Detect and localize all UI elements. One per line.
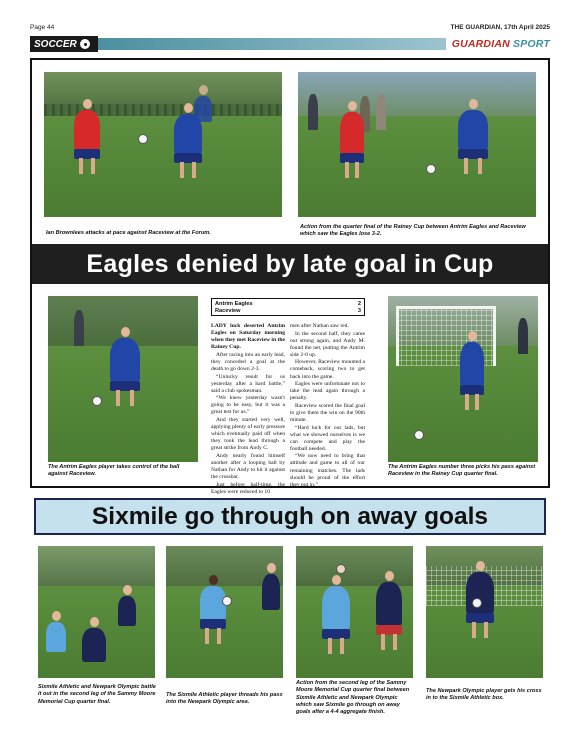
guardian-sport-logo (452, 38, 550, 50)
article-paragraph: “We now need to bring that attitude and game to all of our remaining matches. The lads should be proud of the effort they put in.” (290, 453, 365, 488)
article-paragraph: Just before half-time, the Eagles were reduced to 10 (211, 481, 285, 495)
caption-story2-1: Sixmile Athletic and Newpark Olympic battle it out in the second leg of the Sammy Moore Memorial Cup quarter final. (38, 684, 156, 705)
score-goals: 3 (357, 308, 361, 315)
article-paragraph: “Unlucky result for us yesterday after a hard battle,” said a club spokesman. (211, 373, 285, 394)
banner-stripe (98, 38, 446, 50)
article-paragraph: “Hard luck for our lads, but what we showed ourselves is we can compete and play the football needed. (290, 424, 365, 452)
caption-story2-4: The Newpark Olympic player gets his cross in to the Sixmile Athletic box. (426, 688, 542, 702)
article-paragraph: However, Raceview mounted a comeback, scoring two to get back into the game. (290, 359, 365, 380)
section-label: SOCCER (34, 38, 77, 50)
article-paragraph: Raceview scored the final goal to give them the win on the 90th minute. (290, 402, 365, 423)
article-paragraph: Eagles were unfortunate not to take the lead again through a penalty. (290, 381, 365, 402)
brand-primary: GUARDIAN (451, 38, 510, 50)
photo-newpark-cross (426, 546, 543, 678)
story-eagles-frame (30, 58, 550, 495)
caption-story2-2: The Sixmile Athletic player threads his pass into the Newpark Olympic area. (166, 692, 283, 706)
brand-secondary: SPORT (513, 38, 550, 50)
photo-eagles-ball-control (48, 296, 198, 462)
article-paragraph: Andy nearly found himself another after a looping ball by Nathan for Andy to hit it against the crossbar. (211, 452, 285, 480)
caption-mid-left: The Antrim Eagles player takes control of the ball against Raceview. (48, 464, 180, 478)
score-team: Antrim Eagles (215, 300, 253, 307)
photo-brownlees-attack (44, 72, 282, 217)
story2-headline: Sixmile go through on away goals (34, 498, 546, 535)
caption-mid-right: The Antrim Eagles number three picks his pass against Raceview in the Rainey Cup quarter final. (388, 464, 536, 478)
article-paragraph: In the second half, they came out strong again, and Andy M. found the net, putting the Antrim side 2-0 up. (290, 330, 365, 358)
photo-rainey-cup-action (298, 72, 536, 217)
score-row-home (215, 300, 361, 308)
caption-top-left: Ian Brownlees attacks at pace against Raceview at the Forum. (46, 230, 211, 236)
article-paragraph: men after Nathan saw red. (290, 323, 349, 329)
photo-eagles-number-three (388, 296, 538, 462)
soccer-section-tab (30, 36, 98, 52)
football-icon (80, 39, 90, 49)
score-row-away (215, 308, 361, 316)
article-column-2 (290, 323, 365, 489)
score-box (211, 298, 365, 316)
article-paragraph: LADY luck deserted Antrim Eagles on Saturday morning when they met Raceview in the Rainey Cup. (211, 323, 285, 351)
caption-story2-3: Action from the second leg of the Sammy Moore Memorial Cup quarter final between Sixmile Athletic and Newpark Olympic which saw Sixmile go through on away goals after a 4-4 aggregate finish. (296, 680, 410, 716)
article-paragraph: After racing into an early lead, they conceded a goal at the death to go down 2-3. (211, 351, 285, 372)
section-banner (30, 36, 550, 52)
article-column-1 (211, 323, 285, 496)
article-paragraph: “We knew yesterday wasn't going to be easy, but it was a great test for us.” (211, 395, 285, 416)
score-goals: 2 (357, 300, 361, 307)
article-paragraph: And they started very well, applying plenty of early pressure which eventually paid off when they took the lead through a great strike from Andy C. (211, 416, 285, 452)
story1-headline: Eagles denied by late goal in Cup (32, 244, 548, 284)
publication-date: THE GUARDIAN, 17th April 2025 (450, 24, 550, 31)
page-header-line (30, 24, 550, 34)
photo-sixmile-newpark-battle (38, 546, 155, 678)
page-number: Page 44 (30, 24, 55, 31)
score-team: Raceview (215, 308, 241, 315)
photo-sixmile-threads-pass (166, 546, 283, 678)
caption-top-right: Action from the quarter final of the Rainey Cup between Antrim Eagles and Raceview which saw the Eagles lose 3-2. (300, 224, 526, 238)
photo-sammy-moore-action (296, 546, 413, 678)
